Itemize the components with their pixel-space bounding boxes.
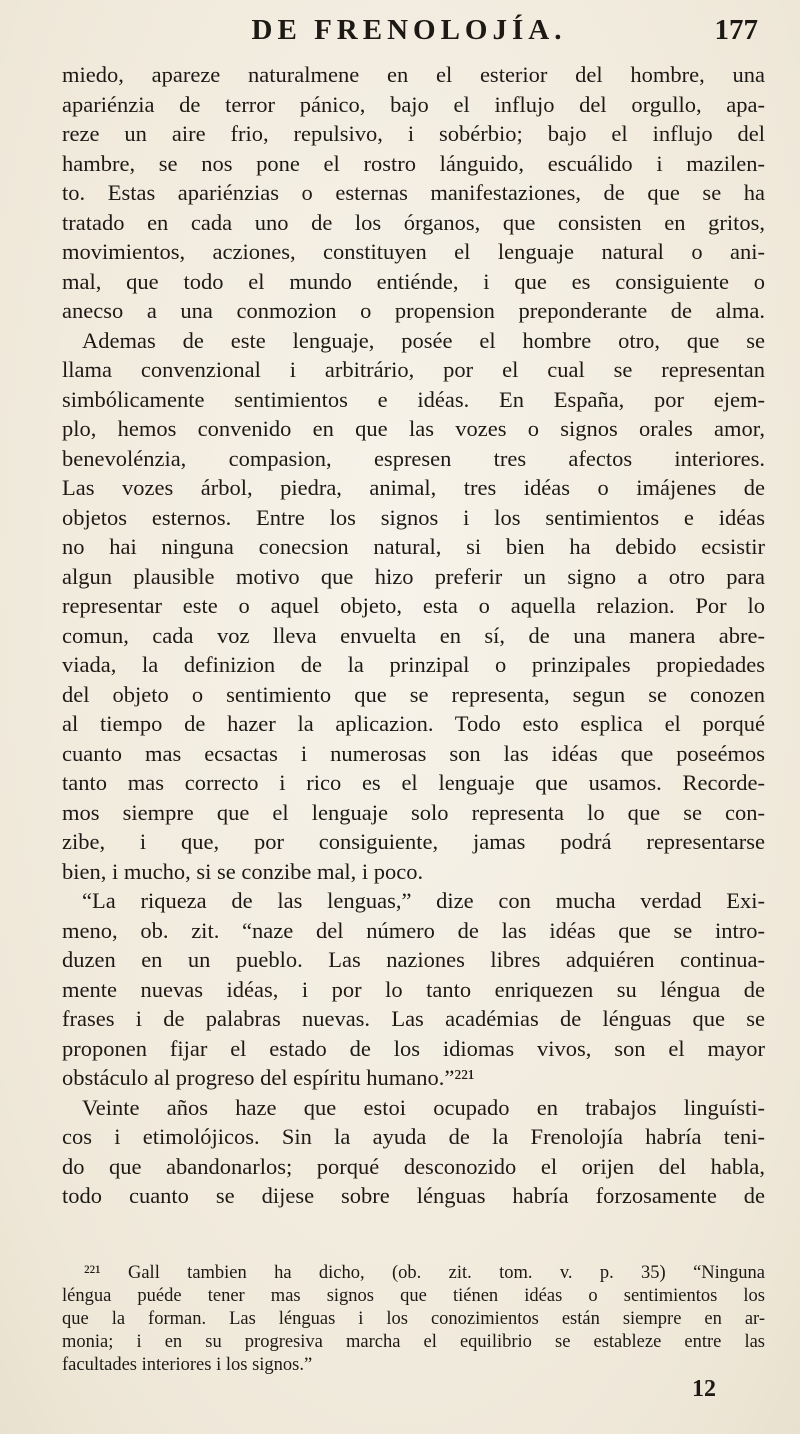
text-line: hambre, se nos pone el rostro lánguido, escuálido i mazilen-: [62, 150, 765, 176]
text-line: obstáculo al progreso del espíritu humano.”²²¹: [62, 1065, 475, 1090]
running-head: DE FRENOLOJÍA.: [251, 14, 567, 46]
text-line: Las vozes árbol, piedra, animal, tres idéas o imájenes de: [62, 475, 765, 500]
page-number: 177: [714, 14, 758, 46]
signature-mark: 12: [692, 1376, 716, 1402]
text-line: duzen en un pueblo. Las naziones libres adquiéren continua-: [62, 947, 765, 972]
main-text: [62, 60, 765, 1211]
text-line: mos siempre que el lenguaje solo representa lo que se con-: [62, 799, 765, 825]
footnote-line: ²²¹ Gall tambien ha dicho, (ob. zit. tom. v. p. 35) “Ninguna: [84, 1263, 765, 1283]
text-line: comun, cada voz lleva envuelta en sí, de una manera abre-: [62, 622, 765, 648]
text-line: to. Estas apariénzias o esternas manifestaziones, de que se ha: [62, 180, 765, 205]
text-line: bien, i mucho, si se conzibe mal, i poco.: [62, 858, 424, 884]
footnote-line: monia; i en su progresiva marcha el equilibrio se estableze entre las: [62, 1332, 765, 1352]
text-line: simbólicamente sentimientos e idéas. En España, por ejem-: [62, 386, 765, 412]
footnote-line: que la forman. Las lénguas i los conozimientos están siempre en ar-: [62, 1309, 765, 1329]
text-line: viada, la definizion de la prinzipal o prinzipales propiedades: [62, 652, 765, 677]
text-line: cos i etimolójicos. Sin la ayuda de la Frenolojía habría teni-: [62, 1124, 765, 1149]
text-line: tanto mas correcto i rico es el lenguaje que usamos. Recorde-: [62, 770, 765, 795]
text-line: llama convenzional i arbitrário, por el cual se representan: [62, 357, 765, 382]
text-line: Ademas de este lenguaje, posée el hombre otro, que se: [82, 327, 765, 353]
footnote-line: léngua puéde tener mas signos que tiénen idéas o sentimientos los: [62, 1286, 765, 1306]
page-header: [60, 6, 758, 56]
text-line: frases i de palabras nuevas. Las académias de lénguas que se: [62, 1006, 765, 1031]
text-line: no hai ninguna conecsion natural, si bien ha debido ecsistir: [62, 534, 765, 559]
text-line: do que abandonarlos; porqué desconozido el orijen del habla,: [62, 1153, 765, 1179]
text-line: plo, hemos convenido en que las vozes o signos orales amor,: [62, 416, 765, 441]
text-line: mente nuevas idéas, i por lo tanto enriquezen su léngua de: [62, 976, 765, 1002]
text-line: miedo, apareze naturalmene en el esterior del hombre, una: [62, 62, 765, 87]
text-line: “La riqueza de las lenguas,” dize con mucha verdad Exi-: [82, 888, 765, 913]
text-line: meno, ob. zit. “naze del número de las idéas que se intro-: [62, 917, 765, 943]
text-line: del objeto o sentimiento que se representa, segun se conozen: [62, 681, 765, 707]
text-line: objetos esternos. Entre los signos i los sentimientos e idéas: [62, 504, 765, 530]
text-line: apariénzia de terror pánico, bajo el influjo del orgullo, apa-: [62, 91, 765, 117]
text-line: representar este o aquel objeto, esta o aquella relazion. Por lo: [62, 593, 765, 618]
footnote: [62, 1262, 765, 1377]
text-line: proponen fijar el estado de los idiomas vivos, son el mayor: [62, 1035, 765, 1061]
text-line: reze un aire frio, repulsivo, i sobérbio; bajo el influjo del: [62, 121, 765, 146]
text-line: cuanto mas ecsactas i numerosas son las idéas que poseémos: [62, 740, 765, 766]
text-line: zibe, i que, por consiguiente, jamas podrá representarse: [62, 829, 765, 854]
text-line: algun plausible motivo que hizo preferir un signo a otro para: [62, 563, 765, 589]
text-line: mal, que todo el mundo entiénde, i que es consiguiente o: [62, 268, 765, 294]
text-line: benevolénzia, compasion, espresen tres afectos interiores.: [62, 445, 765, 471]
text-line: movimientos, acziones, constituyen el lenguaje natural o ani-: [62, 239, 765, 264]
text-line: tratado en cada uno de los órganos, que consisten en gritos,: [62, 209, 765, 235]
text-line: todo cuanto se dijese sobre lénguas habría forzosamente de: [62, 1183, 765, 1208]
text-line: Veinte años haze que estoi ocupado en trabajos linguísti-: [82, 1094, 765, 1120]
text-line: anecso a una conmozion o propension preponderante de alma.: [62, 298, 765, 323]
footnote-line: facultades interiores i los signos.”: [62, 1355, 313, 1375]
text-line: al tiempo de hazer la aplicazion. Todo esto esplica el porqué: [62, 711, 765, 736]
